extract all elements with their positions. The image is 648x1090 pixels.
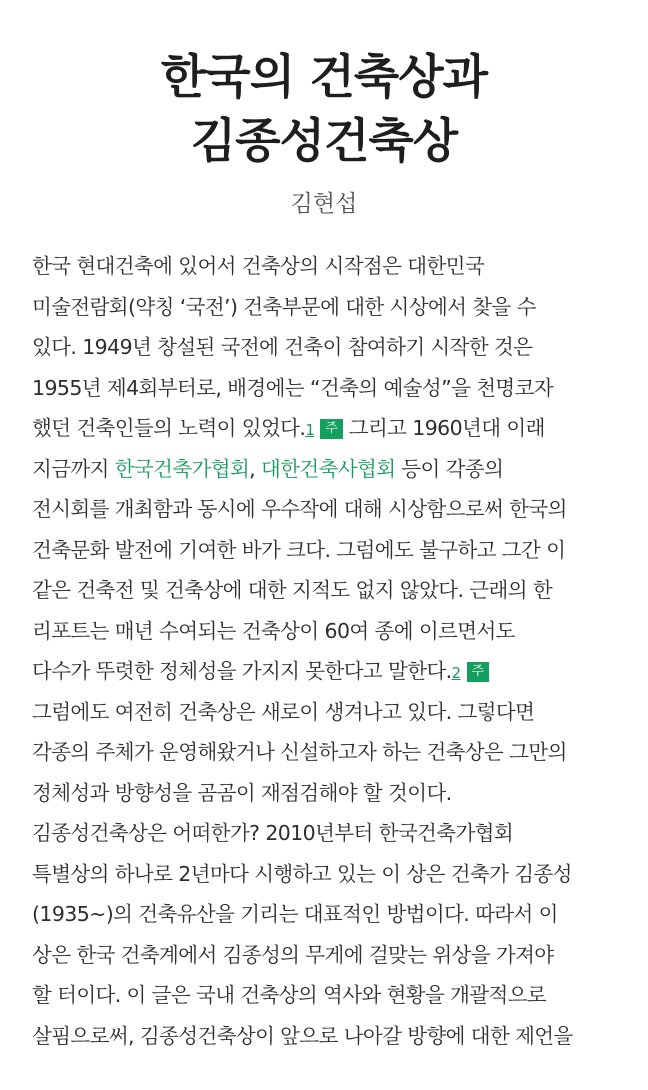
- body-line: 리포트는 매년 수여되는 건축상이 60여 종에 이르면서도: [32, 618, 515, 643]
- body-text: 다수가 뚜렷한 정체성을 가지지 못한다고 말한다.: [32, 659, 452, 683]
- article-title: [0, 46, 648, 174]
- body-line: 건축문화 발전에 기여한 바가 크다. 그럼에도 불구하고 그간 이: [32, 537, 566, 562]
- body-line: 미술전람회(약칭 ‘국전’) 건축부문에 대한 시상에서 찾을 수: [32, 294, 536, 319]
- body-line: 한국 현대건축에 있어서 건축상의 시작점은 대한민국: [32, 254, 485, 278]
- footnote-badge-2[interactable]: 주: [467, 662, 490, 682]
- body-text: ,: [249, 456, 261, 481]
- body-line: 같은 건축전 및 건축상에 대한 지적도 없지 않았다. 근래의 한: [32, 578, 553, 602]
- body-text: 등이 각종의: [395, 456, 504, 481]
- article-title-line-2: 김종성건축상: [190, 114, 458, 169]
- article-title-line-1: 한국의 건축상과: [160, 50, 488, 105]
- body-text: 지금까지: [32, 456, 115, 481]
- body-line: 있다. 1949년 창설된 국전에 건축이 참여하기 시작한 것은: [32, 335, 533, 359]
- body-text: 그리고 1960년대 이래: [342, 416, 545, 440]
- footnote-ref-1[interactable]: 1: [305, 421, 315, 439]
- body-line: 그럼에도 여전히 건축상은 새로이 생겨나고 있다. 그렇다면: [32, 699, 535, 724]
- article-body: [32, 246, 616, 1056]
- body-line: 살핌으로써, 김종성건축상이 앞으로 나아갈 방향에 대한 제언을: [32, 1023, 573, 1048]
- body-line: 상은 한국 건축계에서 김종성의 무게에 걸맞는 위상을 가져야: [32, 942, 554, 967]
- body-line: 김종성건축상은 어떠한가? 2010년부터 한국건축가협회: [32, 821, 514, 845]
- link-korean-architects-institute[interactable]: 한국건축가협회: [114, 456, 250, 481]
- link-korea-institute-of-registered-architects[interactable]: 대한건축사협회: [261, 456, 396, 481]
- body-line: 정체성과 방향성을 곰곰이 재점검해야 할 것이다.: [32, 780, 452, 805]
- body-line: [32, 408, 616, 449]
- body-line: 각종의 주체가 운영해왔거나 신설하고자 하는 건축상은 그만의: [32, 740, 567, 764]
- body-line: [32, 651, 616, 692]
- footnote-ref-2[interactable]: 2: [451, 664, 461, 682]
- body-line: 1955년 제4회부터로, 배경에는 “건축의 예술성”을 천명코자: [32, 375, 554, 400]
- footnote-badge-1[interactable]: 주: [320, 419, 343, 439]
- body-line: 할 터이다. 이 글은 국내 건축상의 역사와 현황을 개괄적으로: [32, 983, 547, 1007]
- body-line: [32, 449, 616, 490]
- article-author: 김현섭: [290, 191, 358, 217]
- body-text: 했던 건축인들의 노력이 있었다.: [32, 416, 306, 440]
- body-line: 전시회를 개최함과 동시에 우수작에 대해 시상함으로써 한국의: [32, 497, 567, 521]
- body-line: (1935~)의 건축유산을 기리는 대표적인 방법이다. 따라서 이: [32, 902, 558, 926]
- body-line: 특별상의 하나로 2년마다 시행하고 있는 이 상은 건축가 김종성: [32, 861, 572, 886]
